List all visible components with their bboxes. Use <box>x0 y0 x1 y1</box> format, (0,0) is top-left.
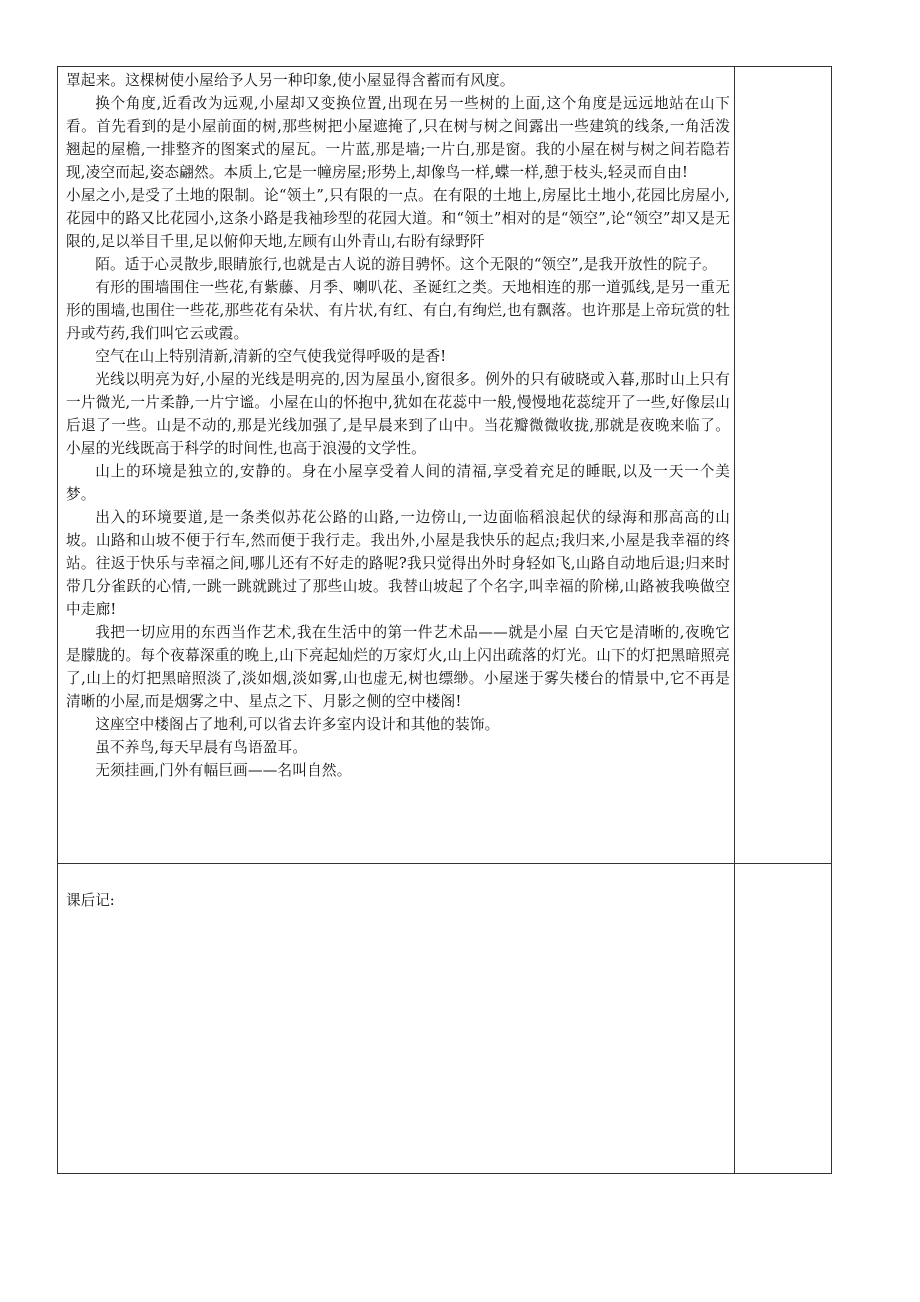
row-divider <box>58 863 831 864</box>
paragraph: 无须挂画,门外有幅巨画——名叫自然。 <box>95 762 352 779</box>
lesson-table <box>57 66 832 1174</box>
paragraph: 有形的围墙围住一些花,有紫藤、月季、喇叭花、圣诞红之类。天地相连的那一道弧线,是另一重无形的围墙,也围住一些花,那些花有朵状、有片状,有红、有白,有绚烂,也有飘落。也许那是上帝玩赏的牡丹或芍药,我们叫它云或霞。 <box>66 279 730 342</box>
paragraph: 空气在山上特别清新,清新的空气使我觉得呼吸的是香! <box>95 348 447 365</box>
paragraph: 换个角度,近看改为远观,小屋却又变换位置,出现在另一些树的上面,这个角度是远远地站在山下看。首先看到的是小屋前面的树,那些树把小屋遮掩了,只在树与树之间露出一些建筑的线条,一角活泼翘起的屋檐,一排整齐的图案式的屋瓦。一片蓝,那是墙;一片白,那是窗。我的小屋在树与树之间若隐若现,凌空而起,姿态翩然。本质上,它是一幢房屋;形势上,却像鸟一样,蝶一样,憩于枝头,轻灵而自由! <box>66 95 730 181</box>
paragraph: 光线以明亮为好,小屋的光线是明亮的,因为屋虽小,窗很多。例外的只有破晓或入暮,那时山上只有一片微光,一片柔静,一片宁谧。小屋在山的怀抱中,犹如在花蕊中一般,慢慢地花蕊绽开了一些,好像层山后退了一些。山是不动的,那是光线加强了,是早晨来到了山中。当花瓣微微收拢,那就是夜晚来临了。小屋的光线既高于科学的时间性,也高于浪漫的文学性。 <box>66 371 730 457</box>
paragraph: 这座空中楼阁占了地利,可以省去许多室内设计和其他的装饰。 <box>95 716 500 733</box>
paragraph: 出入的环境要道,是一条类似苏花公路的山路,一边傍山,一边面临稻浪起伏的绿海和那高高的山坡。山路和山坡不便于行车,然而便于我行走。我出外,小屋是我快乐的起点;我归来,小屋是我幸福的终站。往返于快乐与幸福之间,哪儿还有不好走的路呢?我只觉得出外时身轻如飞,山路自动地后退;归来时带几分雀跃的心情,一跳一跳就跳过了那些山坡。我替山坡起了个名字,叫幸福的阶梯,山路被我唤做空中走廊! <box>66 509 730 618</box>
paragraph: 小屋之小,是受了土地的限制。论“领土”,只有限的一点。在有限的土地上,房屋比土地小,花园比房屋小,花园中的路又比花园小,这条小路是我袖珍型的花园大道。和“领土”相对的是“领空”,论“领空”却又是无限的,足以举目千里,足以俯仰天地,左顾有山外青山,右盼有绿野阡 <box>66 187 730 250</box>
paragraph: 虽不养鸟,每天早晨有鸟语盈耳。 <box>95 739 308 756</box>
paragraph: 山上的环境是独立的,安静的。身在小屋享受着人间的清福,享受着充足的睡眠,以及一天一个美梦。 <box>66 463 730 503</box>
paragraph: 陌。适于心灵散步,眼睛旅行,也就是古人说的游目骋怀。这个无限的“领空”,是我开放性的院子。 <box>95 256 717 273</box>
column-divider <box>734 67 735 1173</box>
paragraph: 我把一切应用的东西当作艺术,我在生活中的第一件艺术品——就是小屋 白天它是清晰的,夜晚它是朦胧的。每个夜幕深重的晚上,山下亮起灿烂的万家灯火,山上闪出疏落的灯光。山下的灯把黑暗照亮了,山上的灯把黑暗照淡了,淡如烟,淡如雾,山也虚无,树也缥缈。小屋迷于雾失楼台的情景中,它不再是清晰的小屋,而是烟雾之中、星点之下、月影之侧的空中楼阁! <box>66 624 730 710</box>
paragraph: 罩起来。这棵树使小屋给予人另一种印象,使小屋显得含蓄而有风度。 <box>66 72 515 89</box>
after-class-notes-label: 课后记: <box>66 892 115 909</box>
text-body <box>66 69 730 782</box>
